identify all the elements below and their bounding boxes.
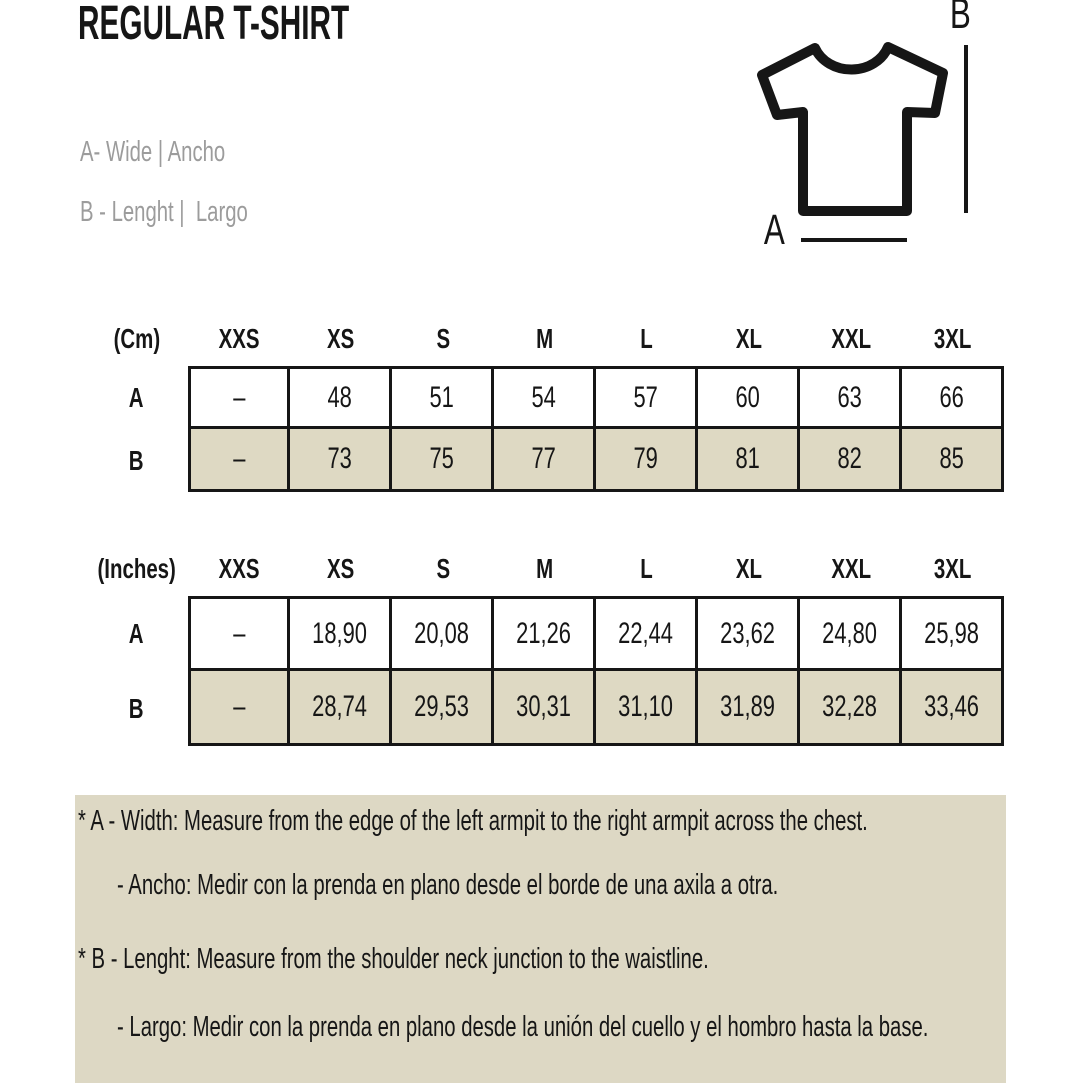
table-cell: 21,26 <box>494 596 596 671</box>
tshirt-icon <box>750 28 970 223</box>
size-header-3xl: 3XL <box>934 553 972 584</box>
measurement-notes-box <box>75 795 1006 1083</box>
table-cell: 23,62 <box>698 596 800 671</box>
width-measure-label: A <box>763 206 785 254</box>
row-label-b: B <box>129 444 144 476</box>
size-header-xl: XL <box>735 553 763 584</box>
table-cell: 63 <box>800 366 902 429</box>
size-header-xs: XS <box>327 553 355 584</box>
length-measure-label: B <box>949 0 971 38</box>
width-measure-line <box>801 238 907 242</box>
size-header-l: L <box>640 553 654 584</box>
table-cell: 54 <box>494 366 596 429</box>
table-cell: 57 <box>596 366 698 429</box>
size-header-s: S <box>436 553 450 584</box>
table-cell: 66 <box>902 366 1004 429</box>
table-cell: – <box>188 671 290 746</box>
legend-wide: A- Wide | Ancho <box>80 136 226 168</box>
table-cell: 20,08 <box>392 596 494 671</box>
table-cell: 33,46 <box>902 671 1004 746</box>
note-length-en: * B - Lenght: Measure from the shoulder neck junction to the waistline. <box>78 943 709 975</box>
length-measure-line <box>964 45 968 213</box>
note-width-en: * A - Width: Measure from the edge of the left armpit to the right armpit across the chest. <box>78 805 868 837</box>
size-header-m: M <box>536 323 554 354</box>
size-header-3xl: 3XL <box>934 323 972 354</box>
table-cell: 32,28 <box>800 671 902 746</box>
cm-unit-header: (Cm) <box>113 323 160 354</box>
table-cell: 75 <box>392 429 494 492</box>
table-cell: 30,31 <box>494 671 596 746</box>
table-cell: 18,90 <box>290 596 392 671</box>
table-cell: 79 <box>596 429 698 492</box>
inches-unit-header: (Inches) <box>97 553 176 584</box>
size-header-xxl: XXL <box>831 553 871 584</box>
table-cell: 22,44 <box>596 596 698 671</box>
table-cell: – <box>188 596 290 671</box>
size-header-xxs: XXS <box>218 323 260 354</box>
size-header-xl: XL <box>735 323 763 354</box>
cm-size-table <box>85 312 1004 492</box>
size-header-xxs: XXS <box>218 553 260 584</box>
row-label-b: B <box>129 692 144 724</box>
table-cell: – <box>188 366 290 429</box>
size-header-xxl: XXL <box>831 323 871 354</box>
table-cell: 25,98 <box>902 596 1004 671</box>
row-label-a: A <box>129 381 144 413</box>
table-cell: 85 <box>902 429 1004 492</box>
table-cell: 51 <box>392 366 494 429</box>
table-cell: – <box>188 429 290 492</box>
table-cell: 82 <box>800 429 902 492</box>
page-title: REGULAR T-SHIRT <box>78 0 350 50</box>
table-cell: 31,89 <box>698 671 800 746</box>
table-cell: 29,53 <box>392 671 494 746</box>
table-cell: 24,80 <box>800 596 902 671</box>
size-header-s: S <box>436 323 450 354</box>
size-header-l: L <box>640 323 654 354</box>
table-cell: 28,74 <box>290 671 392 746</box>
note-width-es: - Ancho: Medir con la prenda en plano desde el borde de una axila a otra. <box>117 869 779 901</box>
row-label-a: A <box>129 617 144 649</box>
table-cell: 48 <box>290 366 392 429</box>
size-header-m: M <box>536 553 554 584</box>
table-cell: 77 <box>494 429 596 492</box>
table-cell: 60 <box>698 366 800 429</box>
table-cell: 73 <box>290 429 392 492</box>
legend-length: B - Lenght | Largo <box>80 196 248 228</box>
inches-size-table <box>85 542 1004 746</box>
table-cell: 81 <box>698 429 800 492</box>
table-cell: 31,10 <box>596 671 698 746</box>
size-header-xs: XS <box>327 323 355 354</box>
note-length-es: - Largo: Medir con la prenda en plano desde la unión del cuello y el hombro hasta la base. <box>117 1011 929 1043</box>
